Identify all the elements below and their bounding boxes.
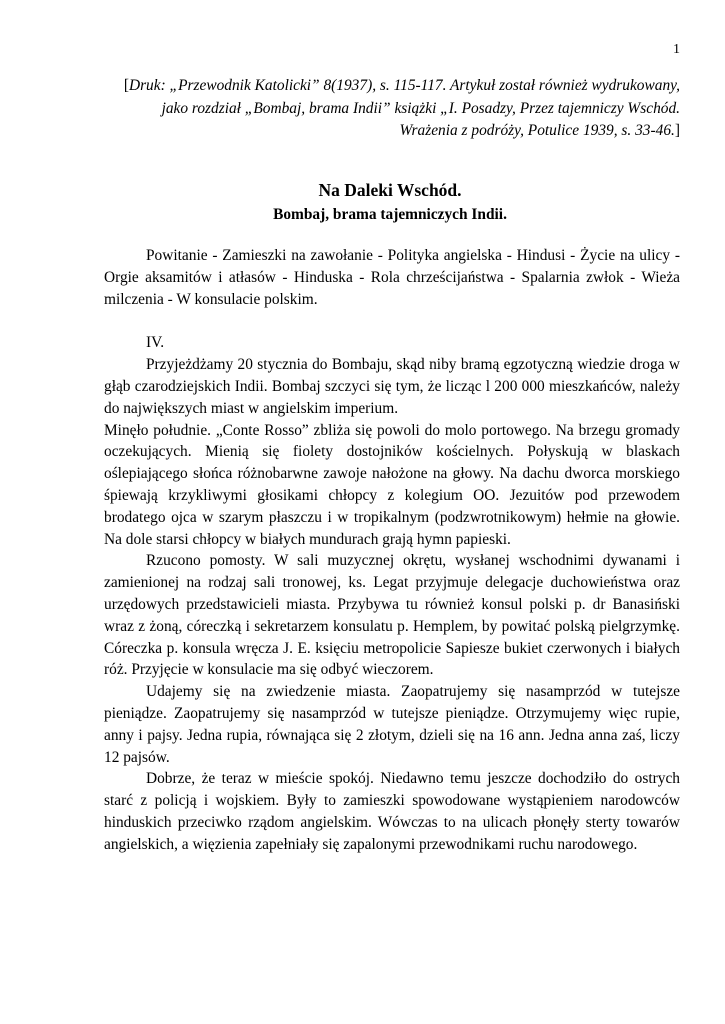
paragraph: Udajemy się na zwiedzenie miasta. Zaopatrujemy się nasamprzód w tutejsze pieniądze. Zaopatrujemy się nasamprzód w tutejsze pieniądze. Otrzymujemy więc rupie, anny i pajsy. Jedna rupia, równająca się 2 złotym, dzieli się na 16 ann. Jedna anna zaś, liczy 12 pajsów. xyxy=(104,683,680,766)
page-number: 1 xyxy=(673,42,680,57)
source-citation-text: Druk: „Przewodnik Katolicki” 8(1937), s. 115-117. Artykuł został również wydrukowany, jako rozdział „Bombaj, brama Indii” książki „I. Posadzy, Przez tajemniczy Wschód. Wrażenia z podróży, Potulice 1939, s. 33-46. xyxy=(128,77,680,139)
article-body xyxy=(104,245,680,856)
paragraph: Minęło południe. „Conte Rosso” zbliża się powoli do molo portowego. Na brzegu gromady oczekujących. Mienią się fiolety dostojników kościelnych. Połyskują w blaskach oślepiającego słońca różnobarwne zawoje nałożone na głowy. Na dachu dworca morskiego śpiewają krzykliwymi głosikami chłopcy z kolegium OO. Jezuitów pod przewodem brodatego ojca w szarym płaszczu i w tropikalnym (podzwrotnikowym) hełmie na głowie. Na dole starsi chłopcy w białych mundurach grają hymn papieski. xyxy=(104,421,680,548)
article-subtitle: Bombaj, brama tajemniczych Indii. xyxy=(273,206,507,223)
paragraph: Dobrze, że teraz w mieście spokój. Niedawno temu jeszcze dochodziło do ostrych starć z policją i wojskiem. Były to zamieszki spowodowane wystąpieniem narodowców hinduskich przeciwko rządom angielskim. Wówczas to na ulicach płonęły sterty towarów angielskich, a więzienia zapełniały się zapalonymi przewodnikami ruchu narodowego. xyxy=(104,770,680,853)
section-number: IV. xyxy=(146,334,165,352)
source-open-bracket: [ xyxy=(123,77,129,94)
chapter-summary: Powitanie - Zamieszki na zawołanie - Polityka angielska - Hindusi - Życie na ulicy - Orgie aksamitów i atłasów - Hinduska - Rola chrześcijaństwa - Spalarnia zwłok - Wieża milczenia - W konsulacie polskim. xyxy=(104,247,680,308)
paragraph: Przyjeżdżamy 20 stycznia do Bombaju, skąd niby bramą egzotyczną wiedzie droga w głąb czarodziejskich Indii. Bombaj szczyci się tym, że licząc l 200 000 mieszkańców, należy do największych miast w angielskim imperium. xyxy=(104,356,680,417)
paragraph: Rzucono pomosty. W sali muzycznej okrętu, wysłanej wschodnimi dywanami i zamienionej na rodzaj sali tronowej, ks. Legat przyjmuje delegacje duchowieństwa oraz urzędowych przedstawicieli miasta. Przybywa tu również konsul polski p. dr Banasiński wraz z żoną, córeczką i sekretarzem konsulatu p. Hemplem, by powitać polską pielgrzymkę. Córeczka p. konsula wręcza J. E. księciu metropolicie Sapiesze bukiet czerwonych i białych róż. Przyjęcie w konsulacie ma się odbyć wieczorem. xyxy=(104,552,680,679)
article-title: Na Daleki Wschód. xyxy=(318,180,462,200)
source-close-bracket: ] xyxy=(674,122,680,139)
source-citation xyxy=(120,75,680,143)
